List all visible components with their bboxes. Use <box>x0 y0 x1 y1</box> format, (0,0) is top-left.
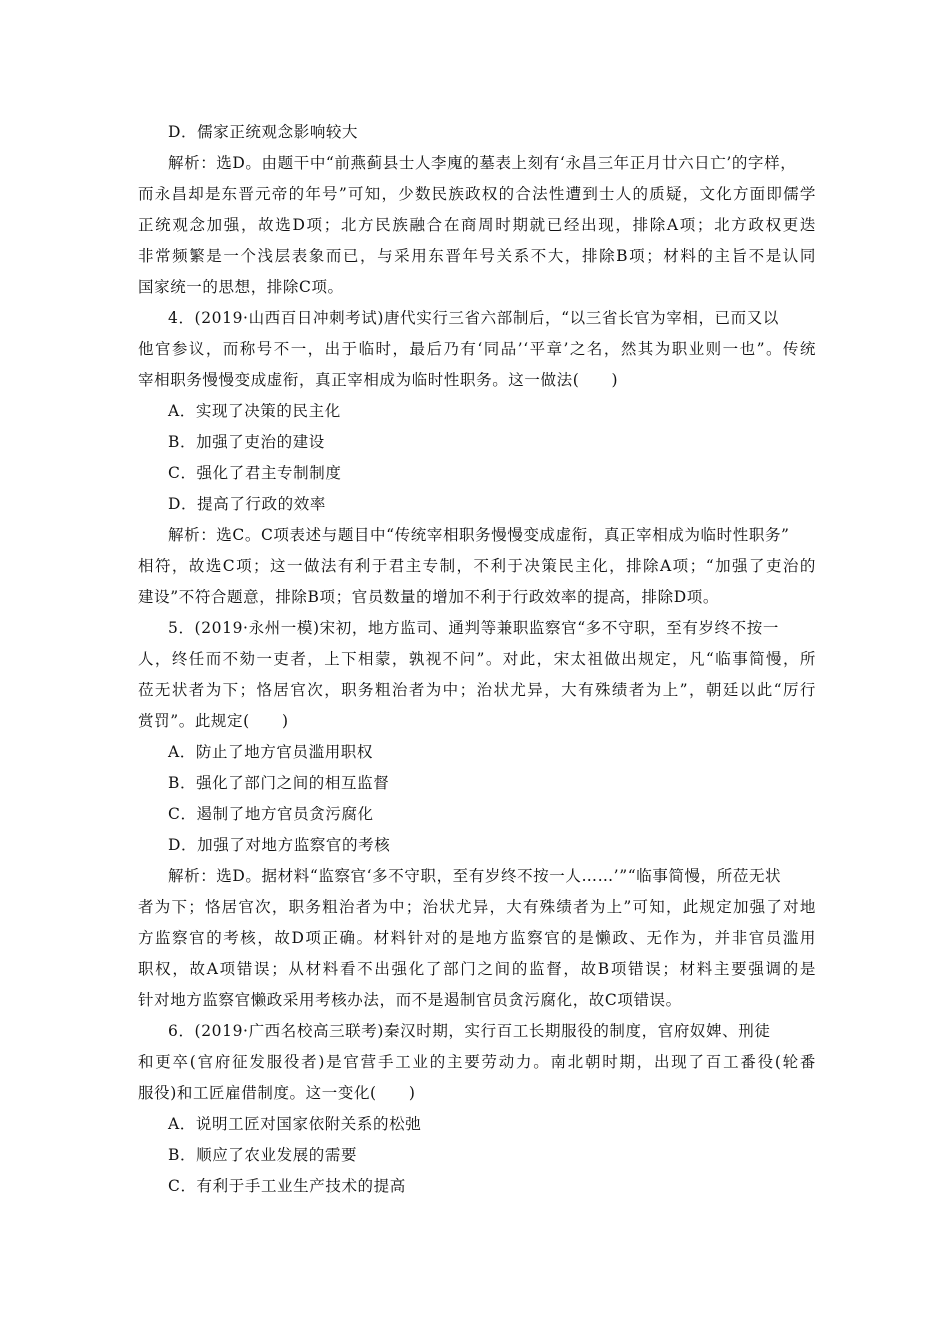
analysis-q3-line-5: 国家统一的思想，排除C项。 <box>138 278 344 296</box>
analysis-q3-line-3: 正统观念加强，故选D项；北方民族融合在商周时期就已经出现，排除A项；北方政权更迭 <box>138 216 816 234</box>
question-4-line-2: 他官参议，而称号不一，出于临时，最后乃有‘同品’‘平章’之名，然其为职业则一也”。传统 <box>138 340 816 358</box>
option-b-q6: B．顺应了农业发展的需要 <box>168 1146 358 1164</box>
question-6-line-1: 6．(2019·广西名校高三联考)秦汉时期，实行百工长期服役的制度，官府奴婢、刑徒 <box>168 1022 771 1040</box>
option-b-q5: B．强化了部门之间的相互监督 <box>168 774 390 792</box>
option-a-q4: A．实现了决策的民主化 <box>168 402 341 420</box>
question-5-line-2: 人，终任而不劾一吏者，上下相蒙，孰视不问”。对此，宋太祖做出规定，凡“临事简慢，所 <box>138 650 816 668</box>
analysis-q4-line-1: 解析：选C。C项表述与题目中“传统宰相职务慢慢变成虚衔，真正宰相成为临时性职务” <box>168 526 790 544</box>
option-d-q3: D．儒家正统观念影响较大 <box>168 123 359 141</box>
analysis-q4-line-2: 相符，故选C项；这一做法有利于君主专制，不利于决策民主化，排除A项；“加强了吏治的 <box>138 557 816 575</box>
option-c-q6: C．有利于手工业生产技术的提高 <box>168 1177 406 1195</box>
option-a-q5: A．防止了地方官员滥用职权 <box>168 743 373 761</box>
question-4-line-1: 4．(2019·山西百日冲刺考试)唐代实行三省六部制后，“以三省长官为宰相，已而又以 <box>168 309 779 327</box>
option-d-q4: D．提高了行政的效率 <box>168 495 326 513</box>
question-5-line-1: 5．(2019·永州一模)宋初，地方监司、通判等兼职监察官“多不守职，至有岁终不按一 <box>168 619 779 637</box>
option-c-q5: C．遏制了地方官员贪污腐化 <box>168 805 374 823</box>
question-5-line-4: 赏罚”。此规定( ) <box>138 712 289 730</box>
analysis-q5-line-3: 方监察官的考核，故D项正确。材料针对的是地方监察官的是懒政、无作为，并非官员滥用 <box>138 929 816 947</box>
analysis-q3-line-2: 而永昌却是东晋元帝的年号”可知，少数民族政权的合法性遭到士人的质疑，文化方面即儒学 <box>138 185 816 203</box>
option-d-q5: D．加强了对地方监察官的考核 <box>168 836 391 854</box>
analysis-q5-line-4: 职权，故A项错误；从材料看不出强化了部门之间的监督，故B项错误；材料主要强调的是 <box>138 960 816 978</box>
question-5-line-3: 莅无状者为下；恪居官次，职务粗治者为中；治状尤异，大有殊绩者为上”，朝廷以此“厉行 <box>138 681 816 699</box>
analysis-q5-line-2: 者为下；恪居官次，职务粗治者为中；治状尤异，大有殊绩者为上”可知，此规定加强了对地 <box>138 898 816 916</box>
option-a-q6: A．说明工匠对国家依附关系的松弛 <box>168 1115 422 1133</box>
analysis-q3-line-1: 解析：选D。由题干中“前燕蓟县士人李廆的墓表上刻有‘永昌三年正月廿六日亡’的字样， <box>168 154 797 172</box>
option-c-q4: C．强化了君主专制制度 <box>168 464 342 482</box>
question-6-line-2: 和更卒(官府征发服役者)是官营手工业的主要劳动力。南北朝时期，出现了百工番役(轮番 <box>138 1053 816 1071</box>
analysis-q4-line-3: 建设”不符合题意，排除B项；官员数量的增加不利于行政效率的提高，排除D项。 <box>138 588 719 606</box>
option-b-q4: B．加强了吏治的建设 <box>168 433 325 451</box>
question-6-line-3: 服役)和工匠雇借制度。这一变化( ) <box>138 1084 416 1102</box>
question-4-line-3: 宰相职务慢慢变成虚衔，真正宰相成为临时性职务。这一做法( ) <box>138 371 619 389</box>
analysis-q3-line-4: 非常频繁是一个浅层表象而已，与采用东晋年号关系不大，排除B项；材料的主旨不是认同 <box>138 247 816 265</box>
analysis-q5-line-1: 解析：选D。据材料“监察官‘多不守职，至有岁终不按一人……’”“临事简慢，所莅无状 <box>168 867 782 885</box>
analysis-q5-line-5: 针对地方监察官懒政采用考核办法，而不是遏制官员贪污腐化，故C项错误。 <box>138 991 682 1009</box>
